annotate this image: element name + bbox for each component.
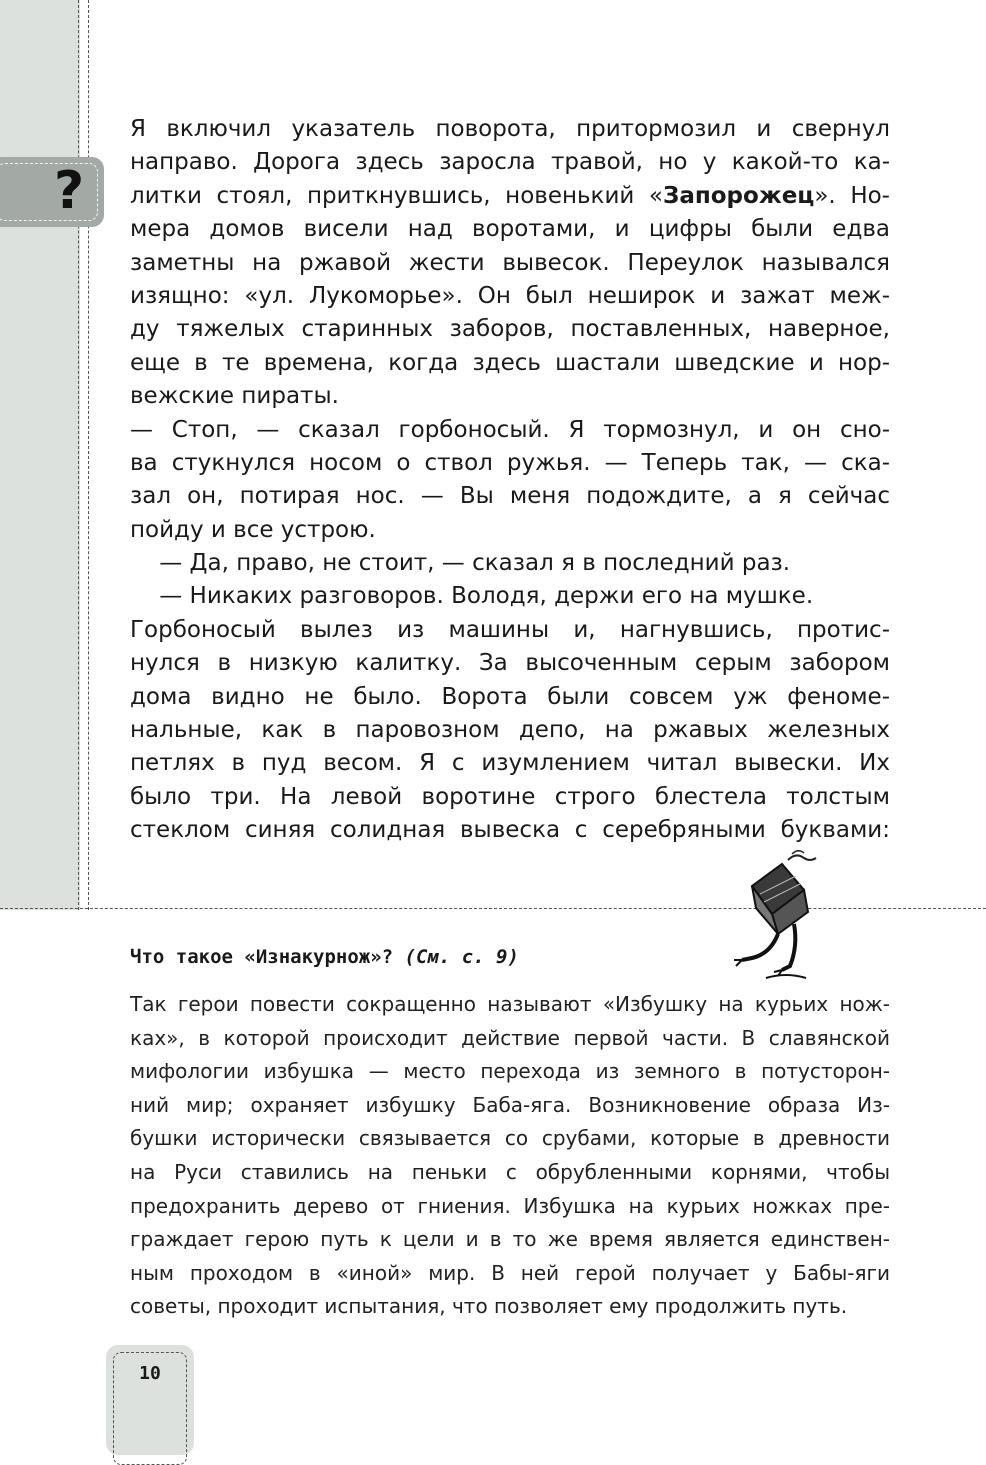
story-line: изящно: «ул. Лукоморье». Он был неширок и зажат меж- bbox=[130, 282, 890, 309]
section-divider bbox=[0, 908, 986, 909]
car-name-bold: Запорожец bbox=[663, 182, 815, 209]
story-line: мера домов висели над воротами, и цифры были едва bbox=[130, 216, 890, 243]
story-line: направо. Дорога здесь заросла травой, но у какой-то ка- bbox=[130, 149, 890, 176]
reference-line: мифологии избушка — место перехода из земного в потусторон- bbox=[130, 1059, 890, 1084]
reference-line: ным проходом в «иной» мир. В ней герой получает у Бабы-яги bbox=[130, 1260, 890, 1285]
reference-line: ках», в которой происходит действие первой части. В славянской bbox=[130, 1025, 890, 1050]
story-line: еще в те времена, когда здесь шастали шведские и нор- bbox=[130, 349, 890, 376]
story-line: дома видно не было. Ворота были совсем уж феноме- bbox=[130, 683, 890, 710]
story-line: ду тяжелых старинных заборов, поставленных, наверное, bbox=[130, 316, 890, 343]
question-mark-icon: ? bbox=[54, 161, 85, 221]
story-line: было три. На левой воротине строго блестела толстым bbox=[130, 783, 890, 810]
story-line: Я включил указатель поворота, притормозил и свернул bbox=[130, 116, 890, 142]
story-line: литки стоял, приткнувшись, новенький «Запорожец». Но- bbox=[130, 182, 890, 209]
reference-line: граждает герою путь к цели и в то же время является единствен- bbox=[130, 1227, 890, 1252]
question-tab bbox=[0, 157, 104, 227]
margin-dashed-line-2 bbox=[88, 0, 89, 910]
story-line: петлях в пуд весом. Я с изумлением читал вывески. Их bbox=[130, 750, 890, 777]
story-line: Горбоносый вылез из машины и, нагнувшись, протис- bbox=[130, 616, 890, 643]
page-number-tab bbox=[106, 1345, 194, 1455]
story-line: нальные, как в паровозном депо, на ржавых железных bbox=[130, 717, 890, 744]
reference-line: ний мир; охраняет избушку Баба-яга. Возникновение образа Из- bbox=[130, 1092, 890, 1117]
story-line: вежские пираты. bbox=[130, 383, 339, 410]
page-number: 10 bbox=[139, 1363, 161, 1384]
hut-on-chicken-legs-illustration bbox=[730, 850, 830, 990]
margin-strip bbox=[0, 0, 80, 910]
reference-line: Так герои повести сокращенно называют «Избушку на курьих нож- bbox=[130, 992, 890, 1016]
reference-title: Что такое «Изнакурнож»? (См. с. 9) bbox=[130, 946, 519, 968]
reference-line: предохранить дерево от гниения. Избушка на курьих ножках пре- bbox=[130, 1193, 890, 1218]
story-line: пойду и все устрою. bbox=[130, 516, 376, 543]
story-line: нулся в низкую калитку. За высоченным серым забором bbox=[130, 650, 890, 677]
story-text bbox=[130, 113, 890, 848]
story-line: — Никаких разговоров. Володя, держи его на мушке. bbox=[130, 583, 814, 610]
reference-line: бушки исторически связывается со срубами, которые в древности bbox=[130, 1126, 890, 1151]
reference-text bbox=[130, 988, 890, 1324]
story-line: стеклом синяя солидная вывеска с серебряными буквами: bbox=[130, 817, 890, 844]
story-line: зал он, потирая нос. — Вы меня подождите, а я сейчас bbox=[130, 483, 890, 510]
story-line: — Стоп, — сказал горбоносый. Я тормознул, и он сно- bbox=[130, 416, 890, 443]
story-line: — Да, право, не стоит, — сказал я в последний раз. bbox=[130, 550, 791, 577]
reference-line: советы, проходит испытания, что позволяет ему продолжить путь. bbox=[130, 1294, 848, 1319]
reference-line: на Руси ставились на пеньки с обрубленными корнями, чтобы bbox=[130, 1159, 890, 1184]
story-line: ва стукнулся носом о ствол ружья. — Теперь так, — ска- bbox=[130, 449, 890, 476]
margin-dashed-line-1 bbox=[78, 0, 79, 910]
reference-page-ref: (См. с. 9) bbox=[404, 946, 519, 968]
story-line: заметны на ржавой жести вывесок. Переулок назывался bbox=[130, 249, 890, 276]
